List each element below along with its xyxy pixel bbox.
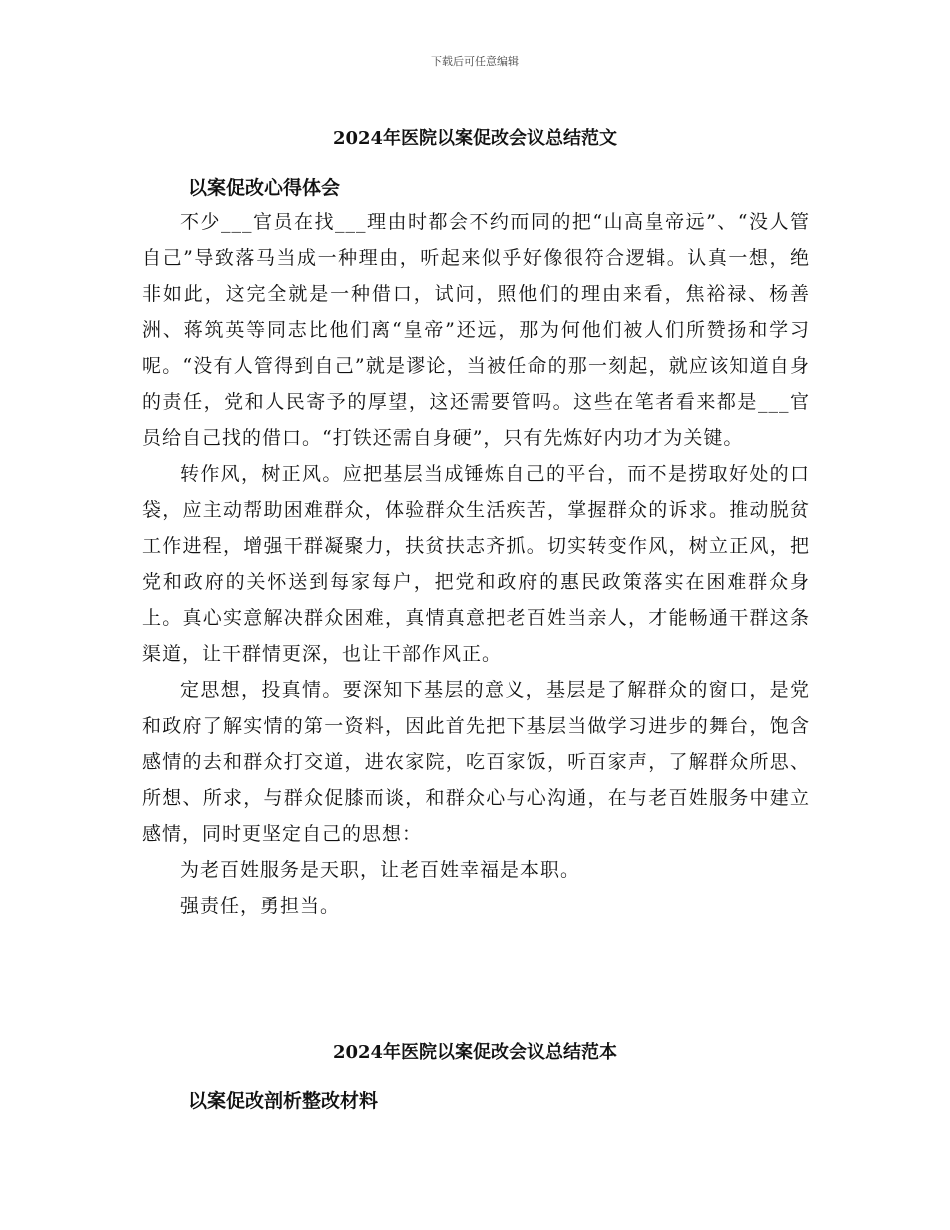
body-paragraph: 定思想，投真情。要深知下基层的意义，基层是了解群众的窗口，是党和政府了解实情的第一资料，因此首先把下基层当做学习进步的舞台，饱含感情的去和群众打交道，进农家院，吃百家饭，听百家声，了解群众所思、所想、所求，与群众促膝而谈，和群众心与心沟通，在与老百姓服务中建立感情，同时更坚定自己的思想： — [142, 679, 810, 845]
second-section-subtitle: 以案促改剖析整改材料 — [188, 1090, 379, 1112]
body-paragraph: 不少___官员在找___理由时都会不约而同的把“山高皇帝远”、“没人管自己”导致落马当成一种理由，听起来似乎好像很符合逻辑。认真一想，绝非如此，这完全就是一种借口，试问，照他们的理由来看，焦裕禄、杨善洲、蒋筑英等同志比他们离“皇帝”还远，那为何他们被人们所赞扬和学习呢。“没有人管得到自己”就是谬论，当被任命的那一刻起，就应该知道自身的责任，党和人民寄予的厚望，这还需要管吗。这些在笔者看来都是___官员给自己找的借口。“打铁还需自身硬”，只有先炼好内功才为关键。 — [142, 211, 810, 449]
document-title: 2024年医院以案促改会议总结范文 — [332, 128, 618, 149]
section-subtitle: 以案促改心得体会 — [188, 177, 341, 199]
body-paragraph: 强责任，勇担当。 — [180, 895, 341, 917]
second-document-title: 2024年医院以案促改会议总结范本 — [332, 1042, 618, 1063]
body-paragraph: 为老百姓服务是天职，让老百姓幸福是本职。 — [180, 859, 581, 881]
body-paragraph: 转作风，树正风。应把基层当成锤炼自己的平台，而不是捞取好处的口袋，应主动帮助困难群众，体验群众生活疾苦，掌握群众的诉求。推动脱贫工作进程，增强干群凝聚力，扶贫扶志齐抓。切实转变作风，树立正风，把党和政府的关怀送到每家每户，把党和政府的惠民政策落实在困难群众身上。真心实意解决群众困难，真情真意把老百姓当亲人，才能畅通干群这条渠道，让干群情更深，也让干部作风正。 — [142, 463, 810, 665]
page-header-note: 下载后可任意编辑 — [431, 55, 519, 68]
document-body — [142, 204, 810, 924]
